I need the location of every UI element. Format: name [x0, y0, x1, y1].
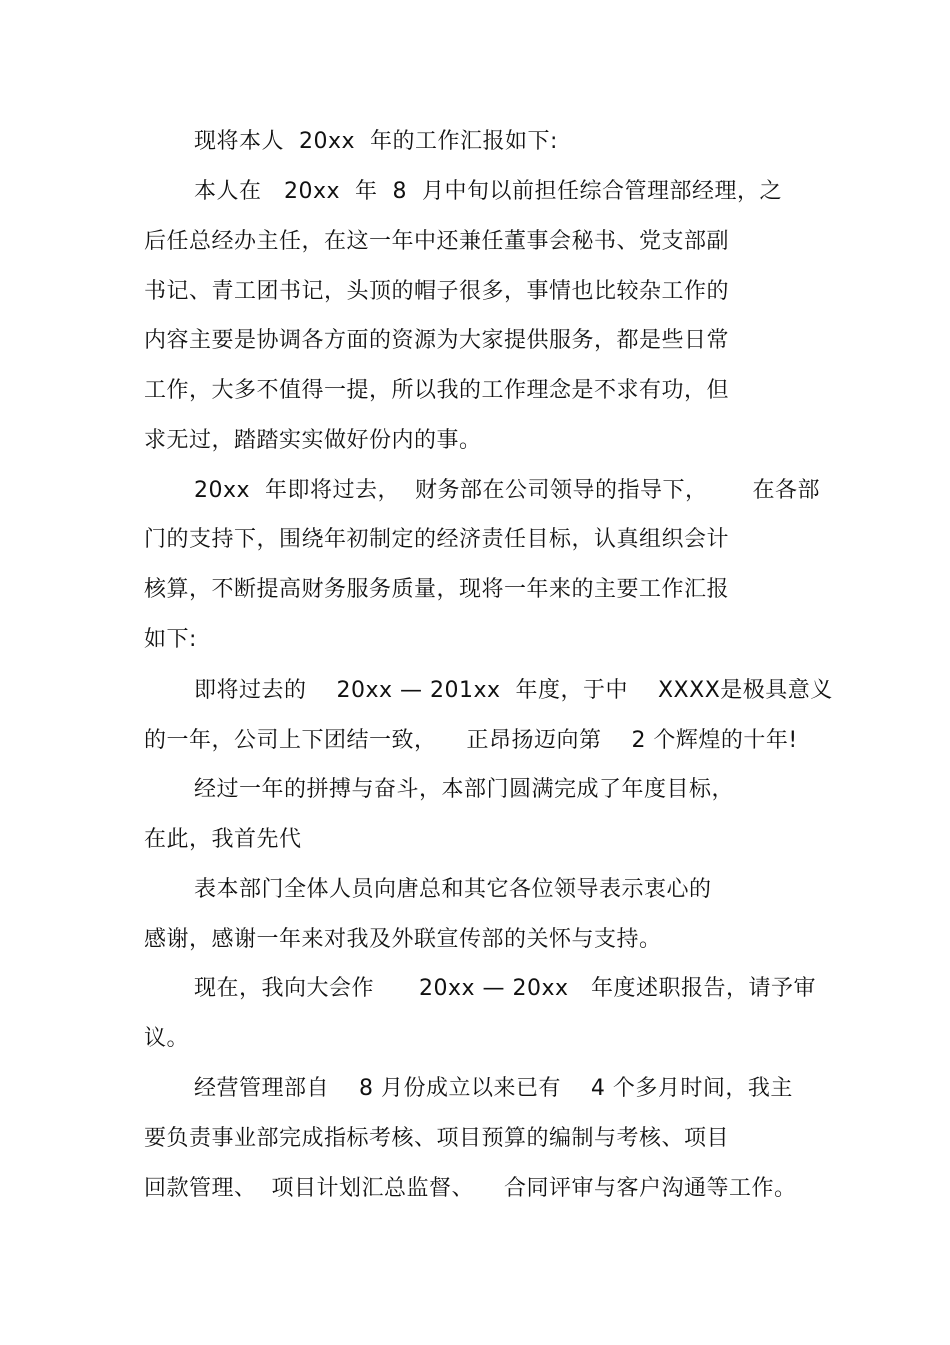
text-line-3: 后任总经办主任，在这一年中还兼任董事会秘书、党支部副: [144, 229, 730, 254]
text-line-20: 经营管理部自 8 月份成立以来已有 4 个多月时间，我主: [194, 1076, 793, 1101]
text-line-7: 求无过，踏踏实实做好份内的事。: [144, 428, 482, 453]
text-line-19: 议。: [144, 1026, 190, 1051]
text-line-18: 现在，我向大会作 20xx — 20xx 年度述职报告，请予审: [194, 976, 816, 1001]
text-line-21: 要负责事业部完成指标考核、项目预算的编制与考核、项目: [144, 1126, 730, 1151]
text-line-8: 20xx 年即将过去， 财务部在公司领导的指导下， 在各部: [194, 478, 820, 503]
text-line-12: 即将过去的 20xx — 201xx 年度，于中 XXXX是极具意义: [194, 678, 833, 703]
text-line-4: 书记、青工团书记，头顶的帽子很多，事情也比较杂工作的: [144, 279, 730, 304]
text-line-16: 表本部门全体人员向唐总和其它各位领导表示衷心的: [194, 877, 712, 902]
text-line-5: 内容主要是协调各方面的资源为大家提供服务，都是些日常: [144, 328, 730, 353]
text-line-15: 在此，我首先代: [144, 827, 302, 852]
text-line-9: 门的支持下，围绕年初制定的经济责任目标，认真组织会计: [144, 527, 730, 552]
text-line-13: 的一年，公司上下团结一致， 正昂扬迈向第 2 个辉煌的十年!: [144, 728, 798, 753]
text-line-6: 工作，大多不值得一提，所以我的工作理念是不求有功，但: [144, 378, 730, 403]
text-line-22: 回款管理、 项目计划汇总监督、 合同评审与客户沟通等工作。: [144, 1176, 797, 1201]
text-line-1: 现将本人 20xx 年的工作汇报如下:: [194, 129, 558, 154]
text-line-11: 如下:: [144, 627, 197, 652]
text-line-17: 感谢，感谢一年来对我及外联宣传部的关怀与支持。: [144, 927, 662, 952]
text-line-14: 经过一年的拼搏与奋斗，本部门圆满完成了年度目标，: [194, 777, 735, 802]
text-line-10: 核算，不断提高财务服务质量，现将一年来的主要工作汇报: [144, 577, 730, 602]
text-line-2: 本人在 20xx 年 8 月中旬以前担任综合管理部经理，之: [194, 179, 782, 204]
